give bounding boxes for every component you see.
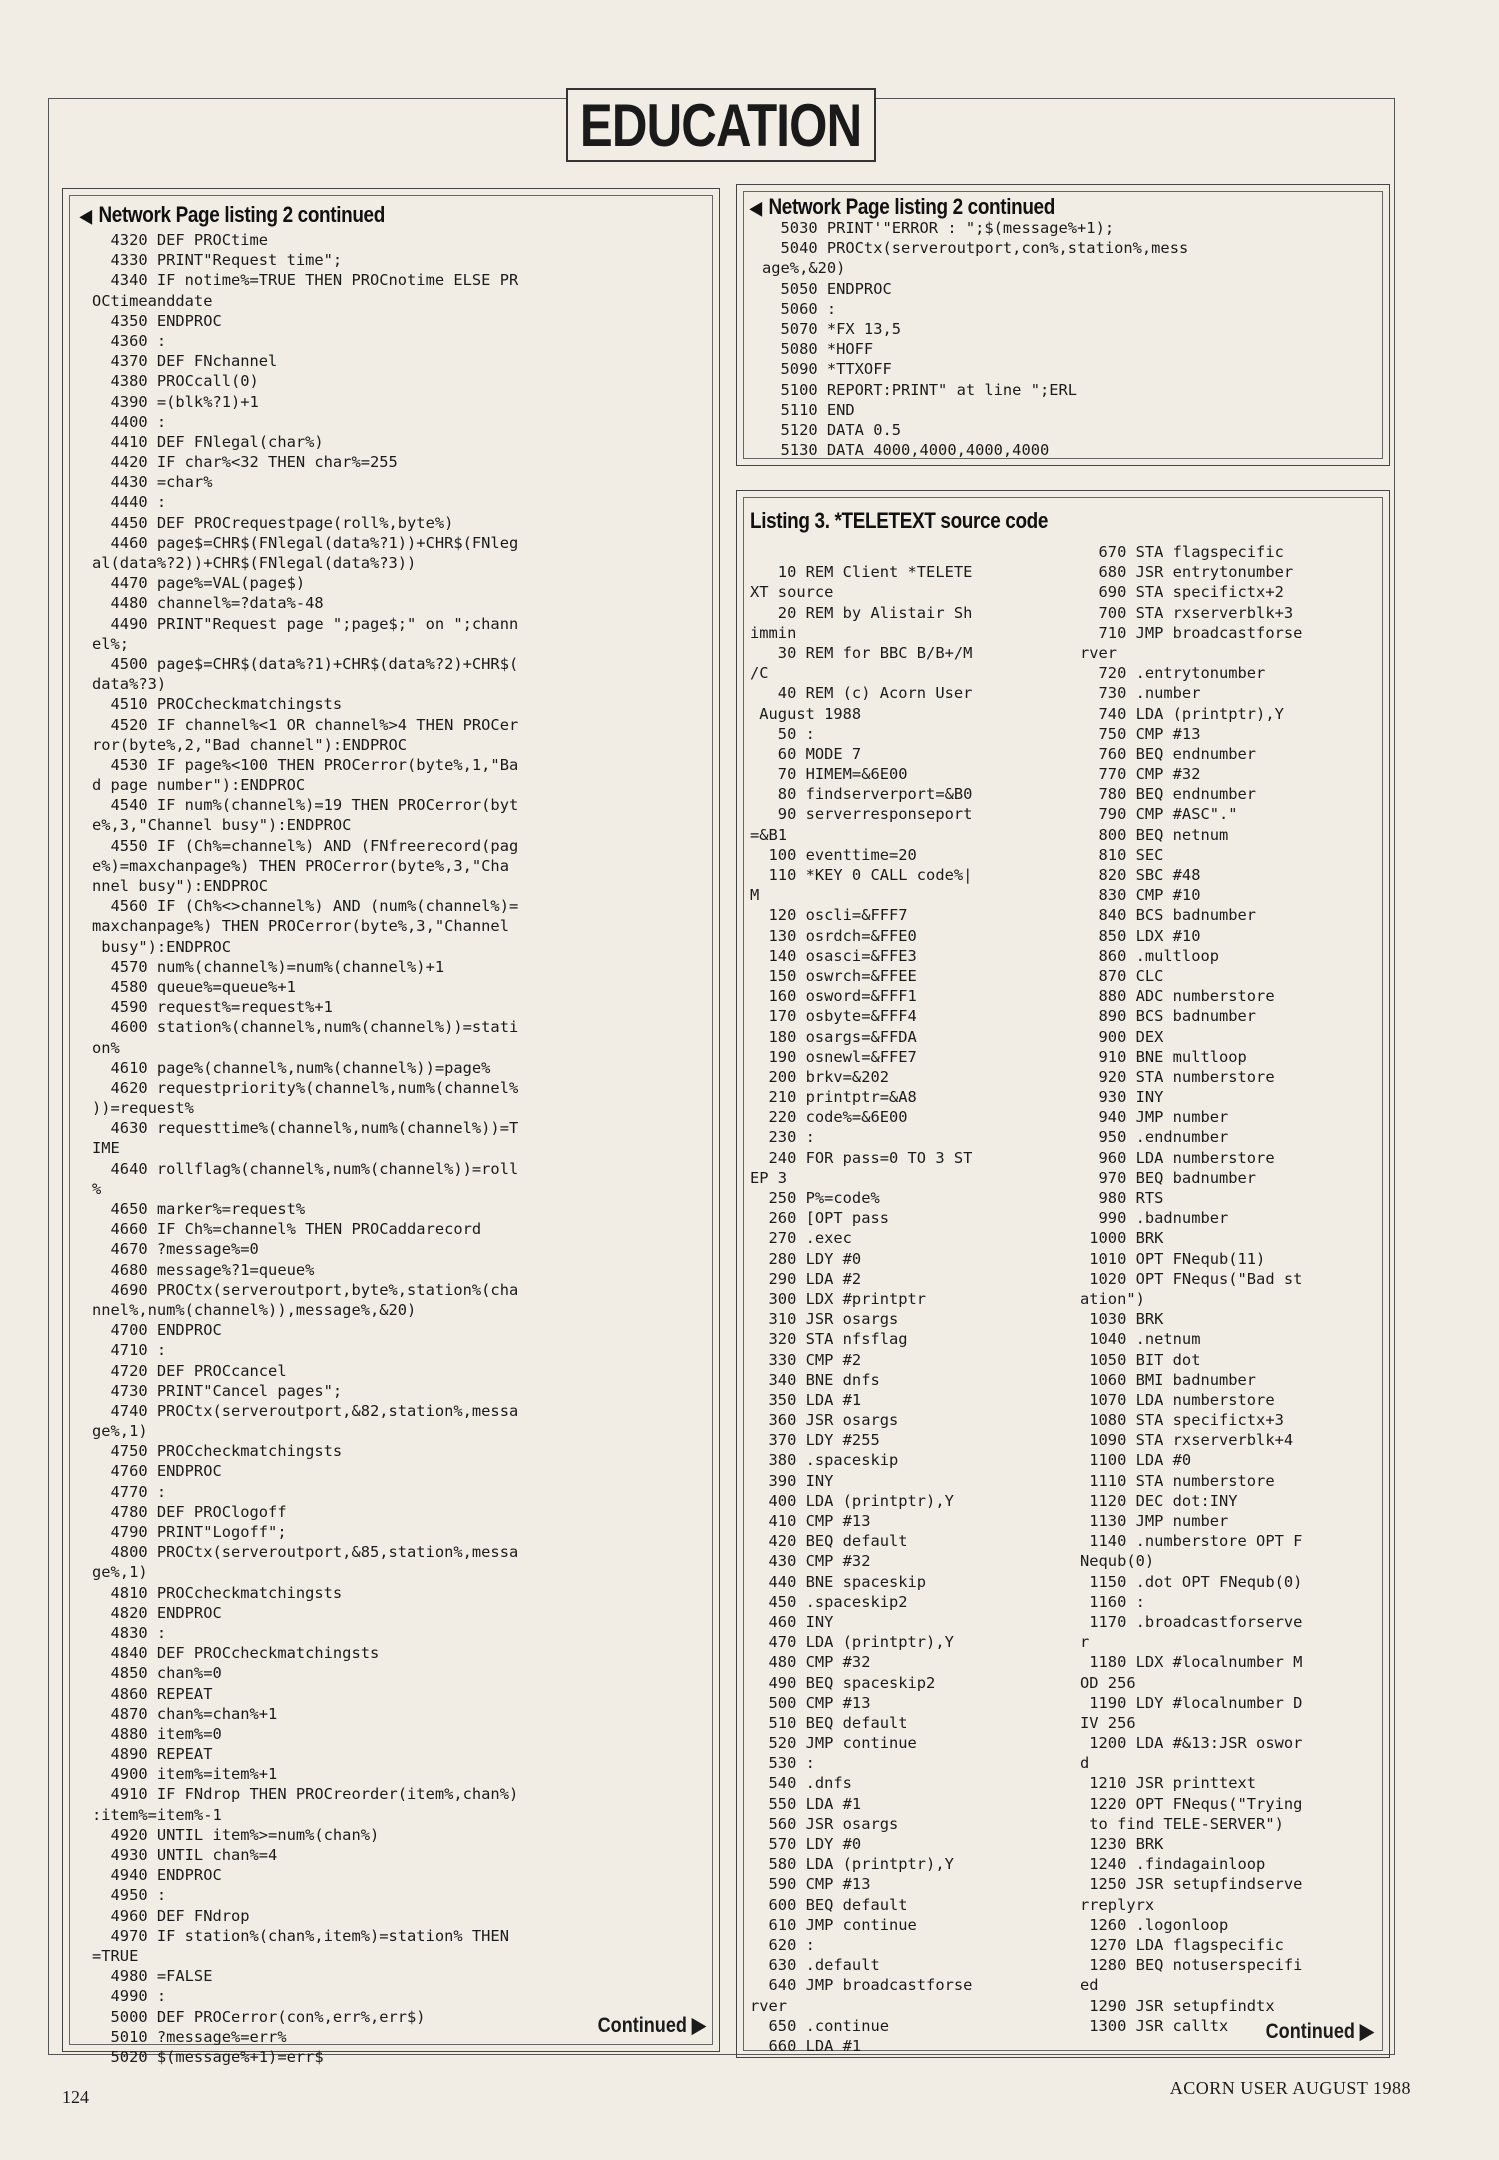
code-line: 1110 STA numberstore — [1080, 1471, 1275, 1490]
code-line: 890 BCS badnumber — [1080, 1007, 1257, 1026]
code-line: 170 osbyte=&FFF4 — [750, 1007, 917, 1026]
code-line: 4620 requestpriority%(channel%,num%(channel% — [92, 1078, 519, 1097]
code-line: 1140 .numberstore OPT F — [1080, 1532, 1303, 1551]
code-line: 670 STA flagspecific — [1080, 543, 1284, 561]
code-line: 760 BEQ endnumber — [1080, 744, 1257, 763]
code-line: 1200 LDA #&13:JSR oswor — [1080, 1734, 1303, 1753]
code-line: 1000 BRK — [1080, 1229, 1164, 1248]
code-line: busy"):ENDPROC — [92, 937, 231, 956]
code-line: 4550 IF (Ch%=channel%) AND (FNfreerecord(pag — [92, 836, 519, 855]
code-line: maxchanpage%) THEN PROCerror(byte%,3,"Channel — [92, 917, 509, 936]
code-line: 180 osargs=&FFDA — [750, 1027, 917, 1046]
code-line: EP 3 — [750, 1168, 788, 1187]
code-line: 4680 message%?1=queue% — [92, 1260, 315, 1279]
code-line: 580 LDA (printptr),Y — [750, 1855, 954, 1874]
code-line: 4480 channel%=?data%-48 — [92, 594, 324, 613]
code-line: rver — [750, 1996, 788, 2015]
code-line: 100 eventtime=20 — [750, 845, 917, 864]
code-line: 380 .spaceskip — [750, 1451, 899, 1470]
code-line: 4570 num%(channel%)=num%(channel%)+1 — [92, 957, 445, 976]
code-line: 4470 page%=VAL(page$) — [92, 574, 306, 593]
code-line: 110 *KEY 0 CALL code%| — [750, 866, 973, 884]
code-line: 5060 : — [762, 299, 837, 318]
code-line: 590 CMP #13 — [750, 1875, 871, 1894]
code-line: ation") — [1080, 1289, 1145, 1308]
code-line: e%,3,"Channel busy"):ENDPROC — [92, 816, 352, 835]
code-line: 1060 BMI badnumber — [1080, 1370, 1257, 1389]
code-line: 4320 DEF PROCtime — [92, 231, 269, 249]
code-line: 900 DEX — [1080, 1027, 1164, 1046]
code-line: 1020 OPT FNequs("Bad st — [1080, 1269, 1303, 1288]
code-line: 5030 PRINT'"ERROR : ";$(message%+1); — [762, 219, 1115, 237]
code-line: al(data%?2))+CHR$(FNlegal(data%?3)) — [92, 554, 417, 572]
code-line: 5130 DATA 4000,4000,4000,4000 — [762, 441, 1050, 460]
code-line: 1300 JSR calltx — [1080, 2016, 1229, 2035]
code-line: 250 P%=code% — [750, 1189, 880, 1207]
code-line: 830 CMP #10 — [1080, 886, 1201, 905]
code-line: 130 osrdch=&FFE0 — [750, 926, 917, 945]
code-line: 770 CMP #32 — [1080, 765, 1201, 784]
code-line: 4500 page$=CHR$(data%?1)+CHR$(data%?2)+CHR$( — [92, 654, 519, 673]
code-line: 4670 ?message%=0 — [92, 1240, 259, 1259]
code-line: 420 BEQ default — [750, 1532, 908, 1551]
code-line: 520 JMP continue — [750, 1734, 917, 1753]
code-line: OD 256 — [1080, 1673, 1136, 1692]
code-line: el%; — [92, 634, 130, 653]
code-line: 1010 OPT FNequb(11) — [1080, 1249, 1266, 1268]
masthead-title: EDUCATION — [580, 91, 862, 159]
code-line: age%,&20) — [762, 259, 846, 278]
code-line: 750 CMP #13 — [1080, 724, 1201, 743]
listing-3-panel — [736, 490, 1390, 2058]
code-line: d — [1080, 1754, 1090, 1773]
code-line: /C — [750, 664, 769, 683]
code-line: 220 code%=&6E00 — [750, 1108, 908, 1127]
code-line: 4960 DEF FNdrop — [92, 1906, 250, 1925]
code-line: data%?3) — [92, 675, 167, 694]
code-line: 1270 LDA flagspecific — [1080, 1935, 1284, 1954]
magazine-issue: ACORN USER AUGUST 1988 — [1169, 2078, 1411, 2098]
code-line: 4970 IF station%(chan%,item%)=station% THEN — [92, 1926, 509, 1945]
code-line: 950 .endnumber — [1080, 1128, 1229, 1147]
code-line: 4520 IF channel%<1 OR channel%>4 THEN PROCer — [92, 715, 519, 734]
code-line: 360 JSR osargs — [750, 1411, 899, 1430]
code-line: 810 SEC — [1080, 845, 1164, 864]
right-triangle-icon: ▶ — [1360, 2020, 1374, 2043]
code-line: r — [1080, 1633, 1090, 1652]
code-line: 4660 IF Ch%=channel% THEN PROCaddarecord — [92, 1220, 482, 1239]
code-line: 920 STA numberstore — [1080, 1067, 1275, 1086]
code-line: 300 LDX #printptr — [750, 1289, 927, 1308]
code-line: 4910 IF FNdrop THEN PROCreorder(item%,chan%) — [92, 1785, 519, 1804]
code-line: 5010 ?message%=err% — [92, 2027, 287, 2046]
code-line: 1260 .logonloop — [1080, 1915, 1229, 1934]
right-triangle-icon: ▶ — [692, 2014, 706, 2037]
code-line: 390 INY — [750, 1471, 834, 1490]
page-number: 124 — [62, 2087, 89, 2107]
code-line: rver — [1080, 643, 1118, 662]
code-line: 5110 END — [762, 400, 855, 419]
code-line: 320 STA nfsflag — [750, 1330, 908, 1349]
listing-header — [750, 194, 1055, 220]
code-line: 400 LDA (printptr),Y — [750, 1491, 954, 1510]
code-line: 1220 OPT FNequs("Trying — [1080, 1794, 1303, 1813]
code-line: 1230 BRK — [1080, 1835, 1164, 1853]
code-line: 430 CMP #32 — [750, 1552, 871, 1571]
code-line: 4420 IF char%<32 THEN char%=255 — [92, 453, 398, 472]
code-line: 120 oscli=&FFF7 — [750, 906, 908, 925]
code-line: 4600 station%(channel%,num%(channel%))=stati — [92, 1018, 519, 1037]
code-line: 790 CMP #ASC"." — [1080, 805, 1238, 824]
code-line: 5000 DEF PROCerror(con%,err%,err$) — [92, 2007, 426, 2026]
code-line: 610 JMP continue — [750, 1915, 917, 1934]
code-line: 4430 =char% — [92, 473, 213, 492]
code-line: 1120 DEC dot:INY — [1080, 1491, 1238, 1510]
code-line: 330 CMP #2 — [750, 1350, 862, 1369]
code-line: 710 JMP broadcastforse — [1080, 623, 1303, 642]
code-line: 620 : — [750, 1935, 815, 1954]
code-line: 970 BEQ badnumber — [1080, 1168, 1257, 1187]
code-line: 4700 ENDPROC — [92, 1321, 222, 1340]
code-line: 930 INY — [1080, 1088, 1164, 1107]
code-line: 4440 : — [92, 493, 167, 512]
code-listing — [762, 218, 1188, 460]
code-line: 230 : — [750, 1128, 815, 1147]
code-line: 780 BEQ endnumber — [1080, 785, 1257, 804]
code-line: 4860 REPEAT — [92, 1684, 213, 1703]
listing-header-text: Network Page listing 2 continued — [768, 194, 1055, 219]
code-line: 4840 DEF PROCcheckmatchingsts — [92, 1644, 380, 1663]
code-line: 850 LDX #10 — [1080, 926, 1201, 945]
code-line: 940 JMP number — [1080, 1108, 1229, 1127]
code-line: 5040 PROCtx(serveroutport,con%,station%,mess — [762, 239, 1189, 258]
code-line: 540 .dnfs — [750, 1774, 852, 1793]
code-line: 4740 PROCtx(serveroutport,&82,station%,messa — [92, 1401, 519, 1420]
code-line: 570 LDY #0 — [750, 1835, 862, 1853]
continued-text: Continued — [1265, 2020, 1356, 2043]
left-triangle-icon: ◀ — [750, 198, 762, 218]
code-line: 350 LDA #1 — [750, 1390, 862, 1409]
code-line: 1210 JSR printtext — [1080, 1774, 1257, 1793]
code-line: 1250 JSR setupfindserve — [1080, 1875, 1303, 1894]
code-line: % — [92, 1179, 102, 1198]
code-line: OCtimeanddate — [92, 291, 213, 310]
code-line: 1080 STA specifictx+3 — [1080, 1411, 1284, 1430]
code-line: 660 LDA #1 — [750, 2036, 862, 2055]
code-line: 860 .multloop — [1080, 946, 1219, 965]
code-line: 4400 : — [92, 412, 167, 431]
code-line: 40 REM (c) Acorn User — [750, 684, 973, 703]
code-line: 4510 PROCcheckmatchingsts — [92, 695, 343, 714]
code-line: 4760 ENDPROC — [92, 1462, 222, 1481]
code-line: 1170 .broadcastforserve — [1080, 1612, 1303, 1631]
code-line: 280 LDY #0 — [750, 1249, 862, 1268]
code-line: 4690 PROCtx(serveroutport,byte%,station%(cha — [92, 1280, 519, 1299]
code-line: 630 .default — [750, 1956, 880, 1975]
listing-3-header-text: Listing 3. *TELETEXT source code — [750, 508, 1049, 533]
code-line: 4560 IF (Ch%<>channel%) AND (num%(channel%)= — [92, 897, 519, 916]
code-line: 960 LDA numberstore — [1080, 1148, 1275, 1167]
code-line: 640 JMP broadcastforse — [750, 1976, 973, 1995]
code-line: ge%,1) — [92, 1563, 148, 1582]
code-line: August 1988 — [750, 704, 862, 723]
code-line: nnel%,num%(channel%)),message%,&20) — [92, 1300, 417, 1319]
code-line: 4650 marker%=request% — [92, 1200, 306, 1218]
listing-2-right-panel — [736, 184, 1390, 466]
code-line: e%)=maxchanpage%) THEN PROCerror(byte%,3,"Cha — [92, 856, 509, 875]
code-line: ge%,1) — [92, 1422, 148, 1441]
code-line: immin — [750, 623, 797, 642]
code-line: 450 .spaceskip2 — [750, 1592, 908, 1611]
code-line: 4370 DEF FNchannel — [92, 352, 278, 371]
code-line: 10 REM Client *TELETE — [750, 563, 973, 582]
code-listing — [92, 230, 518, 2067]
code-line: 460 INY — [750, 1612, 834, 1631]
code-line: on% — [92, 1038, 120, 1057]
code-line: M — [750, 886, 760, 905]
code-line: 4770 : — [92, 1482, 167, 1501]
code-line: 740 LDA (printptr),Y — [1080, 704, 1284, 723]
code-line: 4450 DEF PROCrequestpage(roll%,byte%) — [92, 513, 454, 532]
code-line: 1030 BRK — [1080, 1310, 1164, 1329]
code-line: 5020 $(message%+1)=err$ — [92, 2047, 324, 2066]
code-line: 470 LDA (printptr),Y — [750, 1633, 954, 1652]
code-line: 4790 PRINT"Logoff"; — [92, 1523, 287, 1541]
code-line: 20 REM by Alistair Sh — [750, 603, 973, 622]
code-line: 4880 item%=0 — [92, 1724, 222, 1743]
code-line: 5070 *FX 13,5 — [762, 319, 901, 338]
code-line: 510 BEQ default — [750, 1713, 908, 1732]
code-line: 210 printptr=&A8 — [750, 1088, 917, 1107]
code-line: 370 LDY #255 — [750, 1431, 880, 1450]
code-line: 1050 BIT dot — [1080, 1350, 1201, 1369]
code-line: ror(byte%,2,"Bad channel"):ENDPROC — [92, 735, 408, 754]
code-line: 480 CMP #32 — [750, 1653, 871, 1672]
code-line: 600 BEQ default — [750, 1895, 908, 1914]
code-line: 1130 JMP number — [1080, 1512, 1229, 1530]
code-line: 4530 IF page%<100 THEN PROCerror(byte%,1,"Ba — [92, 755, 519, 774]
code-line: 4410 DEF FNlegal(char%) — [92, 432, 324, 451]
code-line: 840 BCS badnumber — [1080, 906, 1257, 925]
code-line: 4930 UNTIL chan%=4 — [92, 1846, 278, 1864]
code-line: 70 HIMEM=&6E00 — [750, 765, 908, 784]
code-line: 800 BEQ netnum — [1080, 825, 1229, 844]
code-line — [750, 542, 972, 562]
code-line: 240 FOR pass=0 TO 3 ST — [750, 1148, 973, 1167]
code-line: 90 serverresponseport — [750, 805, 973, 824]
code-line: 5090 *TTXOFF — [762, 360, 892, 379]
code-line: 4340 IF notime%=TRUE THEN PROCnotime ELSE PR — [92, 271, 519, 290]
listing-header-text: Network Page listing 2 continued — [98, 202, 385, 227]
code-line: =TRUE — [92, 1946, 139, 1965]
left-triangle-icon: ◀ — [80, 206, 92, 226]
code-line: 150 oswrch=&FFEE — [750, 966, 917, 985]
code-line: 870 CLC — [1080, 966, 1164, 985]
code-column-1 — [750, 542, 972, 2056]
code-line: 4950 : — [92, 1886, 167, 1905]
code-line: XT source — [750, 583, 834, 602]
code-line: 310 JSR osargs — [750, 1310, 899, 1329]
code-line: IME — [92, 1139, 120, 1158]
code-line: 4980 =FALSE — [92, 1967, 213, 1986]
code-line: 4640 rollflag%(channel%,num%(channel%))=roll — [92, 1159, 519, 1178]
code-line: 4940 ENDPROC — [92, 1866, 222, 1885]
code-line: 910 BNE multloop — [1080, 1047, 1247, 1066]
listing-2-left-inner — [69, 195, 713, 2066]
code-line: 30 REM for BBC B/B+/M — [750, 643, 973, 662]
code-line: 4730 PRINT"Cancel pages"; — [92, 1381, 343, 1400]
code-line: 4490 PRINT"Request page ";page$;" on ";chann — [92, 614, 519, 633]
code-line: 4330 PRINT"Request time"; — [92, 251, 343, 270]
code-line: 4720 DEF PROCcancel — [92, 1361, 287, 1380]
code-line: nnel busy"):ENDPROC — [92, 877, 269, 895]
listing-header — [80, 202, 385, 228]
code-line: 160 osword=&FFF1 — [750, 987, 917, 1006]
code-line: 550 LDA #1 — [750, 1794, 862, 1813]
code-line: 4920 UNTIL item%>=num%(chan%) — [92, 1825, 380, 1844]
code-line: 440 BNE spaceskip — [750, 1572, 927, 1591]
code-line: 4540 IF num%(channel%)=19 THEN PROCerror(byt — [92, 796, 519, 815]
listing-3-header — [750, 508, 1048, 534]
code-line: 4850 chan%=0 — [92, 1664, 222, 1683]
code-line: 1150 .dot OPT FNequb(0) — [1080, 1572, 1303, 1591]
code-line: 50 : — [750, 724, 815, 743]
code-line: 1290 JSR setupfindtx — [1080, 1996, 1275, 2015]
code-line: 4580 queue%=queue%+1 — [92, 977, 296, 996]
code-line: 290 LDA #2 — [750, 1269, 862, 1288]
code-line: 980 RTS — [1080, 1189, 1164, 1207]
code-line: =&B1 — [750, 825, 788, 844]
code-line: 5080 *HOFF — [762, 340, 874, 359]
code-line: 4990 : — [92, 1987, 167, 2006]
code-line: 5100 REPORT:PRINT" at line ";ERL — [762, 380, 1078, 399]
code-line: 500 CMP #13 — [750, 1693, 871, 1712]
code-line: 680 JSR entrytonumber — [1080, 563, 1294, 582]
code-line: 4890 REPEAT — [92, 1745, 213, 1764]
continued-label — [598, 2013, 706, 2038]
code-line: 4750 PROCcheckmatchingsts — [92, 1442, 343, 1461]
continued-label — [1266, 2019, 1374, 2044]
code-line: 1240 .findagainloop — [1080, 1855, 1266, 1874]
code-line: 4630 requesttime%(channel%,num%(channel%))=T — [92, 1119, 519, 1138]
code-line: 880 ADC numberstore — [1080, 987, 1275, 1006]
code-line: 4900 item%=item%+1 — [92, 1765, 278, 1784]
code-line: 4590 request%=request%+1 — [92, 998, 333, 1017]
code-line: 80 findserverport=&B0 — [750, 785, 973, 804]
code-line: 560 JSR osargs — [750, 1814, 899, 1833]
code-line: 730 .number — [1080, 684, 1201, 703]
listing-3-inner — [743, 497, 1383, 2055]
code-line: 490 BEQ spaceskip2 — [750, 1673, 936, 1692]
code-column-2 — [1080, 542, 1302, 2036]
code-line: 4380 PROCcall(0) — [92, 372, 259, 391]
code-line: 260 [OPT pass — [750, 1209, 889, 1228]
code-line: 60 MODE 7 — [750, 744, 862, 763]
code-line: 650 .continue — [750, 2016, 889, 2035]
code-line: 1160 : — [1080, 1592, 1145, 1611]
code-line: 530 : — [750, 1754, 815, 1773]
code-line: 4820 ENDPROC — [92, 1603, 222, 1622]
code-line: 4390 =(blk%?1)+1 — [92, 392, 259, 411]
code-line: 1180 LDX #localnumber M — [1080, 1653, 1303, 1672]
code-line: 1070 LDA numberstore — [1080, 1390, 1275, 1409]
listing-2-left-panel — [62, 188, 720, 2066]
listing-2-right-inner — [743, 191, 1383, 459]
code-line: ed — [1080, 1976, 1099, 1995]
code-line: 4610 page%(channel%,num%(channel%))=page% — [92, 1058, 491, 1077]
code-line: 340 BNE dnfs — [750, 1370, 880, 1389]
code-line: 5050 ENDPROC — [762, 279, 892, 298]
code-line: 820 SBC #48 — [1080, 866, 1201, 884]
section-masthead — [566, 88, 876, 162]
code-line: 410 CMP #13 — [750, 1512, 871, 1530]
code-line: 1040 .netnum — [1080, 1330, 1201, 1349]
code-line: 720 .entrytonumber — [1080, 664, 1266, 683]
code-line: 4780 DEF PROClogoff — [92, 1502, 287, 1521]
code-line: 4800 PROCtx(serveroutport,&85,station%,messa — [92, 1543, 519, 1562]
code-line: 4830 : — [92, 1623, 167, 1642]
code-line: rreplyrx — [1080, 1895, 1155, 1914]
code-line: 4360 : — [92, 331, 167, 350]
code-line: :item%=item%-1 — [92, 1805, 222, 1824]
continued-text: Continued — [597, 2014, 688, 2037]
code-line: 200 brkv=&202 — [750, 1067, 889, 1086]
code-line: 4870 chan%=chan%+1 — [92, 1704, 278, 1723]
code-line: 140 osasci=&FFE3 — [750, 946, 917, 965]
code-line: 1100 LDA #0 — [1080, 1451, 1192, 1470]
code-line: IV 256 — [1080, 1713, 1136, 1732]
code-line: Nequb(0) — [1080, 1552, 1155, 1571]
code-line: 1190 LDY #localnumber D — [1080, 1693, 1303, 1712]
code-line: 5120 DATA 0.5 — [762, 420, 901, 439]
code-line: 270 .exec — [750, 1229, 852, 1248]
code-line: 690 STA specifictx+2 — [1080, 583, 1284, 602]
code-line: d page number"):ENDPROC — [92, 776, 306, 795]
code-line: 700 STA rxserverblk+3 — [1080, 603, 1294, 622]
code-line: 4350 ENDPROC — [92, 311, 222, 330]
code-line: ))=request% — [92, 1099, 194, 1118]
code-line: 1280 BEQ notuserspecifi — [1080, 1956, 1303, 1975]
code-line: to find TELE-SERVER") — [1080, 1814, 1284, 1833]
code-line: 190 osnewl=&FFE7 — [750, 1047, 917, 1066]
code-line: 4460 page$=CHR$(FNlegal(data%?1))+CHR$(FNleg — [92, 533, 519, 552]
code-line: 1090 STA rxserverblk+4 — [1080, 1431, 1294, 1450]
code-line: 990 .badnumber — [1080, 1209, 1229, 1228]
code-line: 4710 : — [92, 1341, 167, 1360]
code-line: 4810 PROCcheckmatchingsts — [92, 1583, 343, 1602]
